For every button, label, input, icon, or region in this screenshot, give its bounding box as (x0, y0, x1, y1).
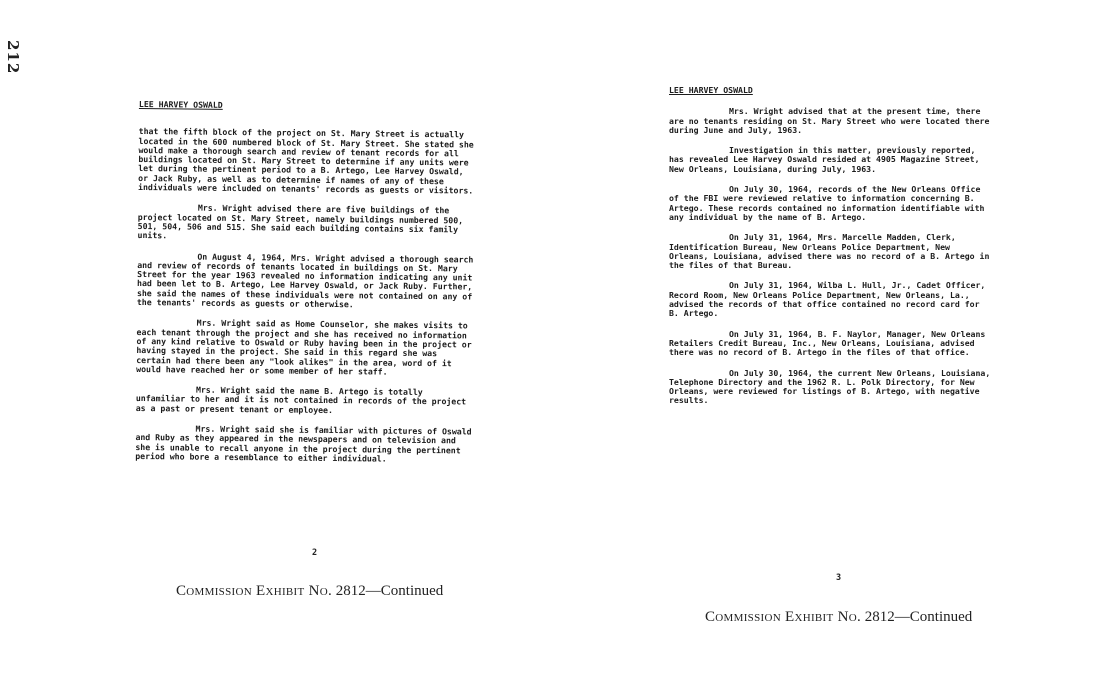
left-caption-prefix: Commission Exhibit No. (176, 583, 333, 599)
left-typed-page-number: 2 (312, 548, 318, 558)
right-caption-prefix: Commission Exhibit No. (705, 609, 862, 625)
right-paragraph: On July 30, 1964, records of the New Orleans Office of the FBI were reviewed relative to information concerning B. Artego. These records contained no information identifiable with any individual by the name of B. Artego. (669, 184, 985, 222)
left-page-heading: LEE HARVEY OSWALD (138, 99, 223, 110)
right-typed-page-number: 3 (836, 573, 842, 583)
right-paragraph: On July 31, 1964, Mrs. Marcelle Madden, Clerk, Identification Bureau, New Orleans Police Department, New Orleans, Louisiana, advised there was no record of a B. Artego in the files of that Bureau. (669, 232, 990, 271)
left-paragraph: Mrs. Wright advised there are five buildings of the project located on St. Mary Street, namely buildings numbered 500, 501, 504, 506 and 515. She said each building contains six family units. (137, 202, 464, 241)
right-paragraph: On July 31, 1964, Wilba L. Hull, Jr., Cadet Officer, Record Room, New Orleans Police Department, New Orleans, La., advised the records of that office contained no record card for B. Artego. (669, 280, 986, 319)
left-paragraph: that the fifth block of the project on St. Mary Street is actually located in the 600 numbered block of St. Mary Street. She stated she would make a thorough search and review of tenant records for all buildings located on St. Mary Street to determine if any units were let during the pertinent period to a B. Artego, Lee Harvey Oswald, or Jack Ruby, as well as to determine if names of any of these individuals were included on tenants' records as guests or visitors. (138, 126, 474, 196)
right-paragraph: Investigation in this matter, previously reported, has revealed Lee Harvey Oswald resided at 4905 Magazine Street, New Orleans, Louisiana, during July, 1963. (669, 145, 980, 174)
left-document-page (135, 100, 479, 476)
right-paragraph: On July 30, 1964, the current New Orleans, Louisiana, Telephone Directory and the 1962 R. L. Polk Directory, for New Orleans, were reviewed for listings of B. Artego, with negative results. (669, 367, 991, 406)
left-paragraph: On August 4, 1964, Mrs. Wright advised a thorough search and review of records of tenants located in buildings on St. Mary Street for the year 1963 revealed no information indicating any unit had been let to B. Artego, Lee Harvey Oswald, or Jack Ruby. Further, she said the names of these individuals were not contained on any of the tenants' records as guests or otherwise. (136, 251, 474, 310)
right-paragraph: Mrs. Wright advised that at the present time, there are no tenants residing on St. Mary Street who were located there during June and July, 1963. (669, 106, 990, 135)
left-paragraph: Mrs. Wright said as Home Counselor, she makes visits to each tenant through the project and she has received no information of any kind relative to Oswald or Ruby having been in the project or having stayed in the project. She said in this regard she was certain had there been any "look alikes" in the area, word of it would have reached her or some member of her staff. (136, 317, 472, 377)
left-caption-number: 2812—Continued (335, 583, 444, 599)
left-exhibit-caption (176, 583, 443, 600)
right-paragraph: On July 31, 1964, B. F. Naylor, Manager, New Orleans Retailers Credit Bureau, Inc., New Orleans, Louisiana, advised there was no record of B. Artego in the files of that office. (669, 328, 986, 358)
left-paragraph: Mrs. Wright said the name B. Artego is totally unfamiliar to her and it is not contained in records of the project as a past or present tenant or employee. (135, 384, 467, 415)
right-page-heading: LEE HARVEY OSWALD (669, 85, 753, 95)
right-document-page (669, 86, 991, 417)
left-paragraph: Mrs. Wright said she is familiar with pictures of Oswald and Ruby as they appeared in the newspapers and on television and she is unable to recall anyone in the project during the pertinent period who bore a resemblance to either individual. (135, 423, 472, 464)
right-exhibit-caption (705, 609, 972, 626)
book-page-number: 212 (4, 40, 22, 75)
right-caption-number: 2812—Continued (864, 609, 973, 625)
